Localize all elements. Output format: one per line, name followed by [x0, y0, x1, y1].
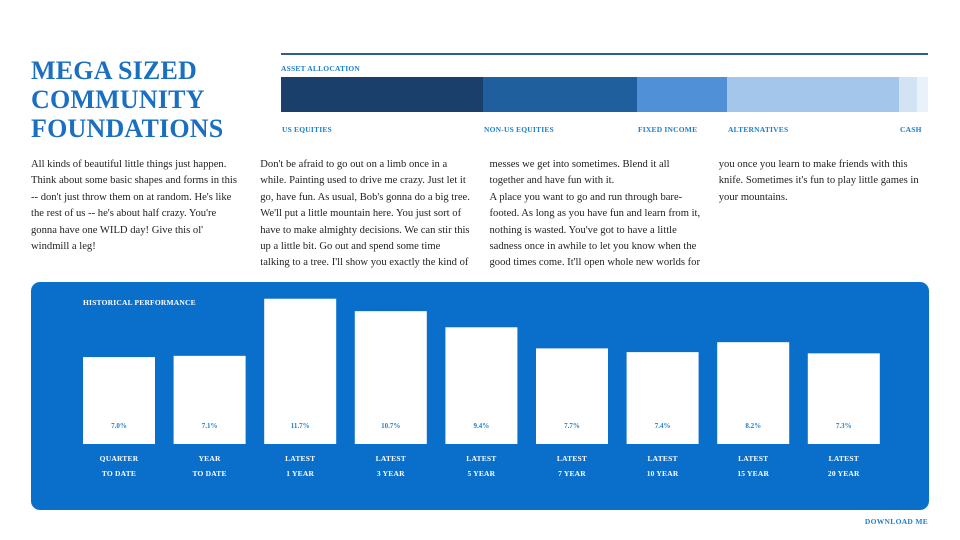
allocation-segment — [483, 77, 637, 112]
body-text — [31, 157, 930, 272]
allocation-segment — [281, 77, 483, 112]
allocation-segment-label: NON-US EQUITIES — [484, 125, 554, 134]
category-label: LATEST — [556, 454, 588, 463]
category-label: LATEST — [466, 454, 497, 463]
allocation-segment — [899, 77, 917, 112]
bar-value-label: 8.2% — [745, 422, 762, 430]
category-label: YEAR — [198, 454, 221, 463]
body-paragraph: Don't be afraid to go out on a limb once in a while. Painting used to drive me crazy. Just let it go, have fun. As usual, Bob's gonna do a big tree. We'll put a little mountain here. You just sort of have to make almighty decisions. We can stir this up a little bit. Go out and spend some time talking to a tree. I'll show you exactly the kind of messes we get into sometimes. Blend it all together and have fun with it. — [260, 159, 670, 269]
allocation-divider — [281, 53, 928, 55]
category-label: LATEST — [647, 454, 678, 463]
category-label: QUARTER — [99, 454, 139, 463]
bar-value-label: 11.7% — [290, 422, 310, 430]
category-label: 15 YEAR — [737, 469, 770, 478]
performance-bar — [808, 353, 880, 444]
allocation-bar — [281, 77, 928, 112]
allocation-segment-label: CASH — [900, 125, 922, 134]
performance-bar — [627, 352, 699, 444]
category-label: 1 YEAR — [286, 469, 315, 478]
category-label: 20 YEAR — [827, 469, 860, 478]
page-title: MEGA SIZED COMMUNITY FOUNDATIONS — [31, 56, 224, 143]
category-label: LATEST — [738, 454, 769, 463]
bar-value-label: 7.0% — [111, 422, 127, 430]
performance-bar — [174, 356, 246, 444]
category-label: 5 YEAR — [467, 469, 496, 478]
category-label: TO DATE — [101, 469, 137, 478]
bar-value-label: 10.7% — [381, 422, 401, 430]
allocation-title: ASSET ALLOCATION — [281, 64, 360, 73]
allocation-segment — [917, 77, 928, 112]
category-label: 10 YEAR — [646, 469, 679, 478]
category-label: 7 YEAR — [558, 469, 586, 478]
category-label: TO DATE — [192, 469, 227, 478]
allocation-segment-label: US EQUITIES — [282, 125, 332, 134]
bar-value-label: 9.4% — [473, 422, 490, 430]
allocation-segment — [637, 77, 727, 112]
performance-panel — [31, 282, 929, 510]
body-paragraph: All kinds of beautiful little things just happen. Think about some basic shapes and forms in this -- don't just throw them on at random. He's like the rest of us -- he's about half crazy. You're gonna have one WILD day! Give this ol' windmill a leg! — [31, 159, 237, 253]
performance-chart — [31, 282, 929, 510]
category-label: 3 YEAR — [376, 469, 405, 478]
bar-value-label: 7.4% — [654, 422, 671, 430]
performance-bar — [83, 357, 155, 444]
allocation-segment-label: ALTERNATIVES — [728, 125, 789, 134]
bar-value-label: 7.7% — [564, 422, 580, 430]
category-label: LATEST — [285, 454, 316, 463]
bar-value-label: 7.3% — [835, 422, 852, 430]
category-label: LATEST — [828, 454, 859, 463]
allocation-segment — [727, 77, 899, 112]
bar-value-label: 7.1% — [201, 422, 218, 430]
body-paragraph: A place you want to go and run through bare-footed. As long as you have fun and learn from it, nothing is wasted. You've got to have a little sadness once in awhile to let you know when the good times come. It'll open whole new worlds for you once you learn to make friends with this knife. Sometimes it's fun to play little games in your mountains. — [489, 159, 919, 269]
allocation-segment-label: FIXED INCOME — [638, 125, 698, 134]
category-label: LATEST — [375, 454, 406, 463]
performance-title: HISTORICAL PERFORMANCE — [83, 298, 196, 307]
download-button[interactable]: DOWNLOAD ME — [864, 517, 928, 526]
